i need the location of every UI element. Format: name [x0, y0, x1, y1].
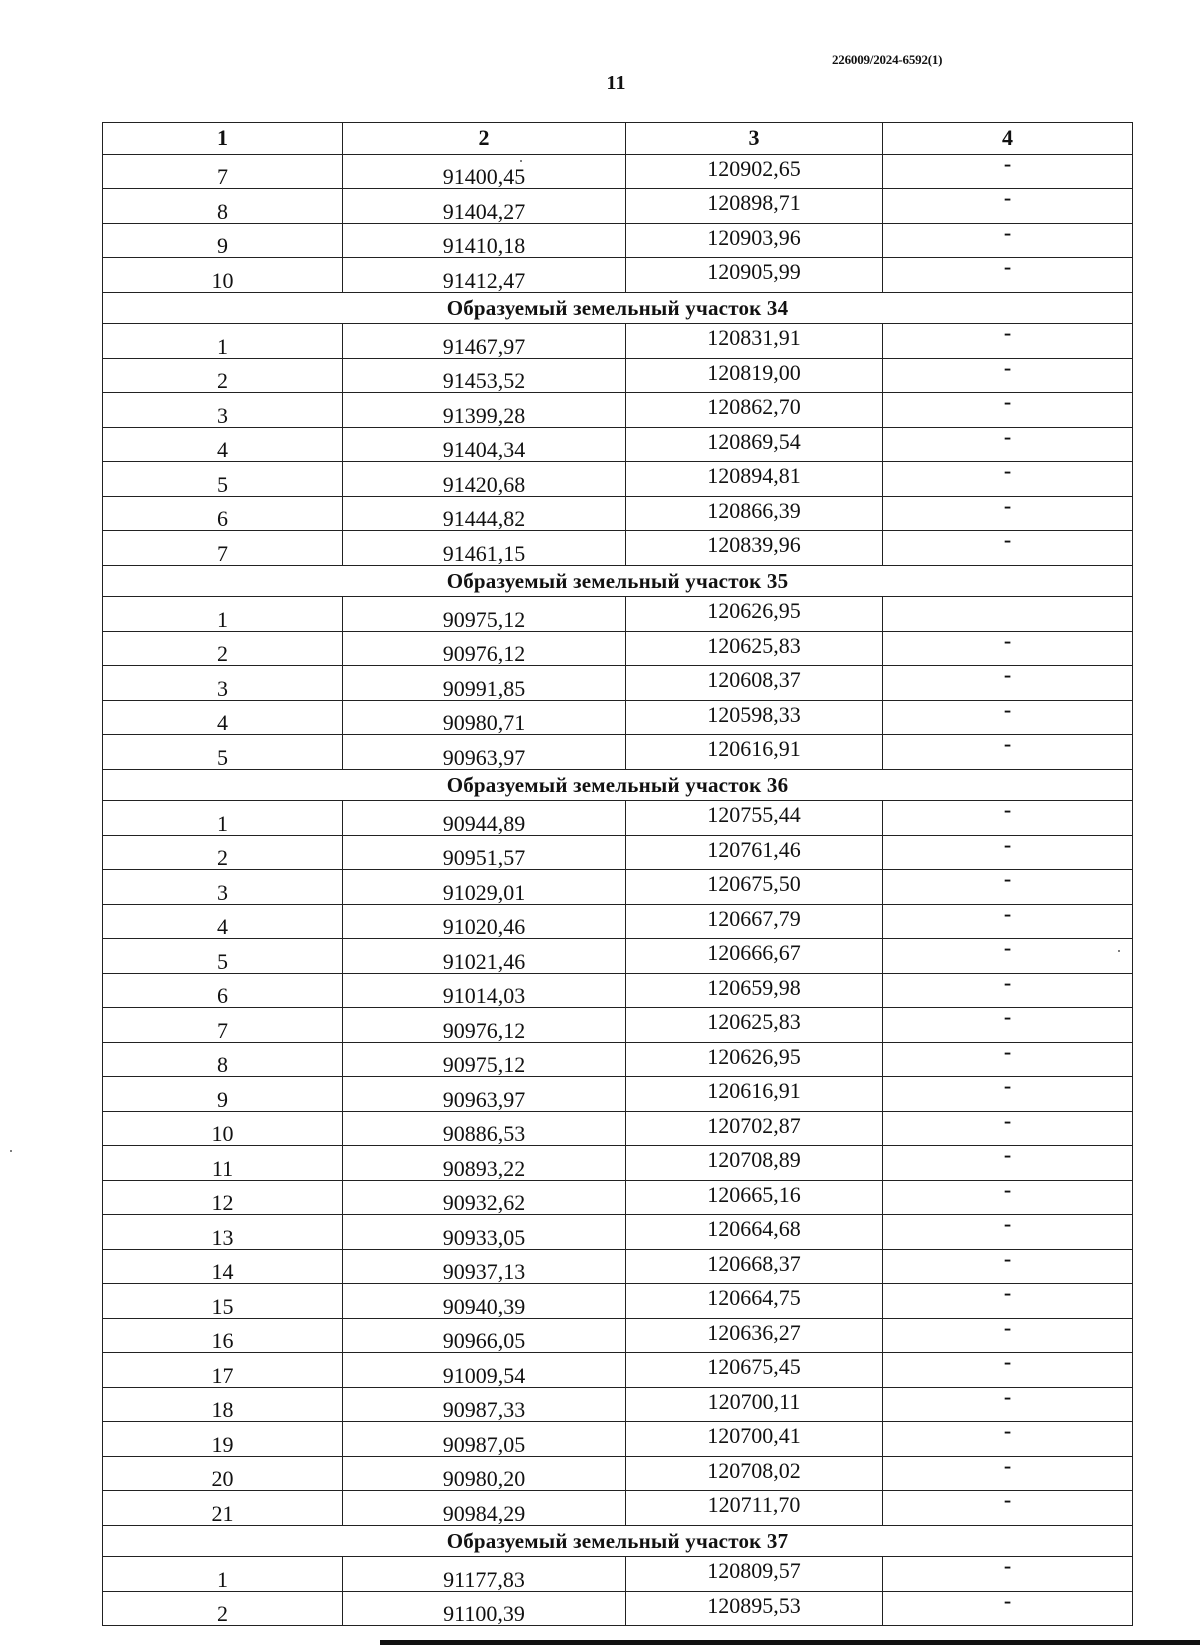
y-coordinate-cell: 120898,71 — [626, 189, 883, 224]
y-coordinate-cell: 120809,57 — [626, 1557, 883, 1592]
note-cell: - — [883, 1146, 1133, 1181]
x-coordinate-cell: 91021,46 — [343, 939, 626, 974]
note-cell: - — [883, 939, 1133, 974]
note-cell: - — [883, 1111, 1133, 1146]
x-coordinate-cell: 91177,83 — [343, 1557, 626, 1592]
point-number-cell: 7 — [103, 531, 343, 566]
y-coordinate-cell: 120862,70 — [626, 393, 883, 428]
x-coordinate-cell: 91014,03 — [343, 973, 626, 1008]
point-number-cell: 1 — [103, 324, 343, 359]
note-cell — [883, 597, 1133, 632]
table-header-row — [103, 123, 1133, 155]
x-coordinate-cell: 90944,89 — [343, 801, 626, 836]
page-number: 11 — [606, 72, 626, 94]
scan-speck — [520, 160, 522, 162]
table-row — [103, 189, 1133, 224]
note-cell: - — [883, 1042, 1133, 1077]
table-row — [103, 973, 1133, 1008]
table-row — [103, 1077, 1133, 1112]
note-cell: - — [883, 358, 1133, 393]
x-coordinate-cell: 91410,18 — [343, 223, 626, 258]
x-coordinate-cell: 90984,29 — [343, 1491, 626, 1526]
y-coordinate-cell: 120659,98 — [626, 973, 883, 1008]
table-row — [103, 1042, 1133, 1077]
point-number-cell: 1 — [103, 597, 343, 632]
x-coordinate-cell: 91100,39 — [343, 1591, 626, 1626]
note-cell: - — [883, 1008, 1133, 1043]
y-coordinate-cell: 120831,91 — [626, 324, 883, 359]
table-row — [103, 735, 1133, 770]
table-row — [103, 531, 1133, 566]
y-coordinate-cell: 120616,91 — [626, 1077, 883, 1112]
note-cell: - — [883, 700, 1133, 735]
x-coordinate-cell: 91009,54 — [343, 1353, 626, 1388]
point-number-cell: 5 — [103, 735, 343, 770]
y-coordinate-cell: 120761,46 — [626, 835, 883, 870]
point-number-cell: 2 — [103, 1591, 343, 1626]
section-header-row — [103, 1525, 1133, 1557]
x-coordinate-cell: 91400,45 — [343, 154, 626, 189]
note-cell: - — [883, 1215, 1133, 1250]
y-coordinate-cell: 120675,45 — [626, 1353, 883, 1388]
y-coordinate-cell: 120819,00 — [626, 358, 883, 393]
table-row — [103, 1491, 1133, 1526]
scan-speck — [1118, 950, 1120, 952]
point-number-cell: 4 — [103, 700, 343, 735]
point-number-cell: 1 — [103, 801, 343, 836]
x-coordinate-cell: 91404,27 — [343, 189, 626, 224]
column-header-1: 1 — [103, 123, 343, 155]
column-header-3: 3 — [626, 123, 883, 155]
table-row — [103, 1284, 1133, 1319]
x-coordinate-cell: 90980,71 — [343, 700, 626, 735]
note-cell: - — [883, 904, 1133, 939]
x-coordinate-cell: 90932,62 — [343, 1180, 626, 1215]
point-number-cell: 8 — [103, 189, 343, 224]
table-row — [103, 1591, 1133, 1626]
point-number-cell: 18 — [103, 1387, 343, 1422]
table-row — [103, 1111, 1133, 1146]
x-coordinate-cell: 90937,13 — [343, 1249, 626, 1284]
table-row — [103, 462, 1133, 497]
y-coordinate-cell: 120664,75 — [626, 1284, 883, 1319]
y-coordinate-cell: 120598,33 — [626, 700, 883, 735]
point-number-cell: 13 — [103, 1215, 343, 1250]
table-row — [103, 870, 1133, 905]
table-row — [103, 1146, 1133, 1181]
column-header-2: 2 — [343, 123, 626, 155]
table-row — [103, 1215, 1133, 1250]
x-coordinate-cell: 90975,12 — [343, 1042, 626, 1077]
point-number-cell: 10 — [103, 258, 343, 293]
point-number-cell: 3 — [103, 666, 343, 701]
x-coordinate-cell: 90987,05 — [343, 1422, 626, 1457]
table-row — [103, 1353, 1133, 1388]
note-cell: - — [883, 258, 1133, 293]
point-number-cell: 3 — [103, 393, 343, 428]
document-id: 226009/2024-6592(1) — [832, 52, 943, 67]
table-row — [103, 1456, 1133, 1491]
point-number-cell: 7 — [103, 154, 343, 189]
note-cell: - — [883, 1591, 1133, 1626]
table-row — [103, 939, 1133, 974]
y-coordinate-cell: 120708,02 — [626, 1456, 883, 1491]
y-coordinate-cell: 120869,54 — [626, 427, 883, 462]
y-coordinate-cell: 120625,83 — [626, 1008, 883, 1043]
y-coordinate-cell: 120664,68 — [626, 1215, 883, 1250]
y-coordinate-cell: 120708,89 — [626, 1146, 883, 1181]
point-number-cell: 7 — [103, 1008, 343, 1043]
table-row — [103, 427, 1133, 462]
x-coordinate-cell: 91444,82 — [343, 496, 626, 531]
note-cell: - — [883, 393, 1133, 428]
table-row — [103, 801, 1133, 836]
point-number-cell: 12 — [103, 1180, 343, 1215]
x-coordinate-cell: 91461,15 — [343, 531, 626, 566]
table-row — [103, 1557, 1133, 1592]
y-coordinate-cell: 120894,81 — [626, 462, 883, 497]
x-coordinate-cell: 91453,52 — [343, 358, 626, 393]
x-coordinate-cell: 91420,68 — [343, 462, 626, 497]
note-cell: - — [883, 223, 1133, 258]
note-cell: - — [883, 1249, 1133, 1284]
point-number-cell: 3 — [103, 870, 343, 905]
note-cell: - — [883, 973, 1133, 1008]
y-coordinate-cell: 120702,87 — [626, 1111, 883, 1146]
x-coordinate-cell: 91412,47 — [343, 258, 626, 293]
note-cell: - — [883, 324, 1133, 359]
point-number-cell: 2 — [103, 631, 343, 666]
y-coordinate-cell: 120700,41 — [626, 1422, 883, 1457]
table-row — [103, 1180, 1133, 1215]
point-number-cell: 11 — [103, 1146, 343, 1181]
x-coordinate-cell: 90987,33 — [343, 1387, 626, 1422]
point-number-cell: 17 — [103, 1353, 343, 1388]
y-coordinate-cell: 120839,96 — [626, 531, 883, 566]
x-coordinate-cell: 90940,39 — [343, 1284, 626, 1319]
y-coordinate-cell: 120625,83 — [626, 631, 883, 666]
section-title: Образуемый земельный участок 37 — [103, 1525, 1133, 1557]
y-coordinate-cell: 120700,11 — [626, 1387, 883, 1422]
table-row — [103, 1387, 1133, 1422]
table-row — [103, 258, 1133, 293]
note-cell: - — [883, 531, 1133, 566]
x-coordinate-cell: 90933,05 — [343, 1215, 626, 1250]
y-coordinate-cell: 120667,79 — [626, 904, 883, 939]
x-coordinate-cell: 90976,12 — [343, 631, 626, 666]
y-coordinate-cell: 120903,96 — [626, 223, 883, 258]
note-cell: - — [883, 1318, 1133, 1353]
note-cell: - — [883, 154, 1133, 189]
x-coordinate-cell: 90893,22 — [343, 1146, 626, 1181]
y-coordinate-cell: 120902,65 — [626, 154, 883, 189]
point-number-cell: 8 — [103, 1042, 343, 1077]
note-cell: - — [883, 496, 1133, 531]
note-cell: - — [883, 666, 1133, 701]
table-row — [103, 631, 1133, 666]
point-number-cell: 16 — [103, 1318, 343, 1353]
y-coordinate-cell: 120675,50 — [626, 870, 883, 905]
x-coordinate-cell: 90951,57 — [343, 835, 626, 870]
y-coordinate-cell: 120895,53 — [626, 1591, 883, 1626]
y-coordinate-cell: 120626,95 — [626, 1042, 883, 1077]
x-coordinate-cell: 90966,05 — [343, 1318, 626, 1353]
note-cell: - — [883, 1180, 1133, 1215]
y-coordinate-cell: 120668,37 — [626, 1249, 883, 1284]
point-number-cell: 1 — [103, 1557, 343, 1592]
y-coordinate-cell: 120666,67 — [626, 939, 883, 974]
y-coordinate-cell: 120636,27 — [626, 1318, 883, 1353]
x-coordinate-cell: 90886,53 — [343, 1111, 626, 1146]
note-cell: - — [883, 631, 1133, 666]
x-coordinate-cell: 91404,34 — [343, 427, 626, 462]
note-cell: - — [883, 1077, 1133, 1112]
note-cell: - — [883, 801, 1133, 836]
y-coordinate-cell: 120626,95 — [626, 597, 883, 632]
note-cell: - — [883, 1456, 1133, 1491]
y-coordinate-cell: 120608,37 — [626, 666, 883, 701]
x-coordinate-cell: 90963,97 — [343, 1077, 626, 1112]
point-number-cell: 6 — [103, 496, 343, 531]
x-coordinate-cell: 90991,85 — [343, 666, 626, 701]
point-number-cell: 9 — [103, 223, 343, 258]
table-row — [103, 496, 1133, 531]
table-row — [103, 358, 1133, 393]
scan-edge-rule — [380, 1640, 1200, 1645]
y-coordinate-cell: 120755,44 — [626, 801, 883, 836]
note-cell: - — [883, 189, 1133, 224]
point-number-cell: 2 — [103, 835, 343, 870]
x-coordinate-cell: 90963,97 — [343, 735, 626, 770]
table-row — [103, 1422, 1133, 1457]
y-coordinate-cell: 120616,91 — [626, 735, 883, 770]
x-coordinate-cell: 90975,12 — [343, 597, 626, 632]
table-row — [103, 154, 1133, 189]
section-title: Образуемый земельный участок 35 — [103, 565, 1133, 597]
table-body — [103, 150, 1133, 1626]
x-coordinate-cell: 91029,01 — [343, 870, 626, 905]
x-coordinate-cell: 90976,12 — [343, 1008, 626, 1043]
column-header-4: 4 — [883, 123, 1133, 155]
point-number-cell: 14 — [103, 1249, 343, 1284]
point-number-cell: 4 — [103, 904, 343, 939]
point-number-cell: 15 — [103, 1284, 343, 1319]
note-cell: - — [883, 1353, 1133, 1388]
section-header-row — [103, 292, 1133, 324]
x-coordinate-cell: 90980,20 — [343, 1456, 626, 1491]
table-row — [103, 835, 1133, 870]
point-number-cell: 21 — [103, 1491, 343, 1526]
note-cell: - — [883, 870, 1133, 905]
y-coordinate-cell: 120866,39 — [626, 496, 883, 531]
table-row — [103, 324, 1133, 359]
table-row — [103, 700, 1133, 735]
point-number-cell: 10 — [103, 1111, 343, 1146]
y-coordinate-cell: 120665,16 — [626, 1180, 883, 1215]
note-cell: - — [883, 735, 1133, 770]
point-number-cell: 4 — [103, 427, 343, 462]
section-header-row — [103, 769, 1133, 801]
note-cell: - — [883, 462, 1133, 497]
x-coordinate-cell: 91399,28 — [343, 393, 626, 428]
table-row — [103, 666, 1133, 701]
table-row — [103, 393, 1133, 428]
point-number-cell: 20 — [103, 1456, 343, 1491]
table-row — [103, 1318, 1133, 1353]
note-cell: - — [883, 1284, 1133, 1319]
point-number-cell: 5 — [103, 462, 343, 497]
x-coordinate-cell: 91467,97 — [343, 324, 626, 359]
note-cell: - — [883, 1422, 1133, 1457]
point-number-cell: 6 — [103, 973, 343, 1008]
note-cell: - — [883, 1491, 1133, 1526]
section-title: Образуемый земельный участок 36 — [103, 769, 1133, 801]
table-row — [103, 904, 1133, 939]
point-number-cell: 2 — [103, 358, 343, 393]
section-title: Образуемый земельный участок 34 — [103, 292, 1133, 324]
note-cell: - — [883, 427, 1133, 462]
coordinates-table — [102, 122, 1133, 1626]
table-row — [103, 223, 1133, 258]
scan-speck — [10, 1150, 12, 1152]
x-coordinate-cell: 91020,46 — [343, 904, 626, 939]
point-number-cell: 5 — [103, 939, 343, 974]
y-coordinate-cell: 120905,99 — [626, 258, 883, 293]
note-cell: - — [883, 1557, 1133, 1592]
table-row — [103, 1249, 1133, 1284]
section-header-row — [103, 565, 1133, 597]
point-number-cell: 9 — [103, 1077, 343, 1112]
table-row — [103, 1008, 1133, 1043]
note-cell: - — [883, 1387, 1133, 1422]
note-cell: - — [883, 835, 1133, 870]
point-number-cell: 19 — [103, 1422, 343, 1457]
table-row — [103, 597, 1133, 632]
y-coordinate-cell: 120711,70 — [626, 1491, 883, 1526]
